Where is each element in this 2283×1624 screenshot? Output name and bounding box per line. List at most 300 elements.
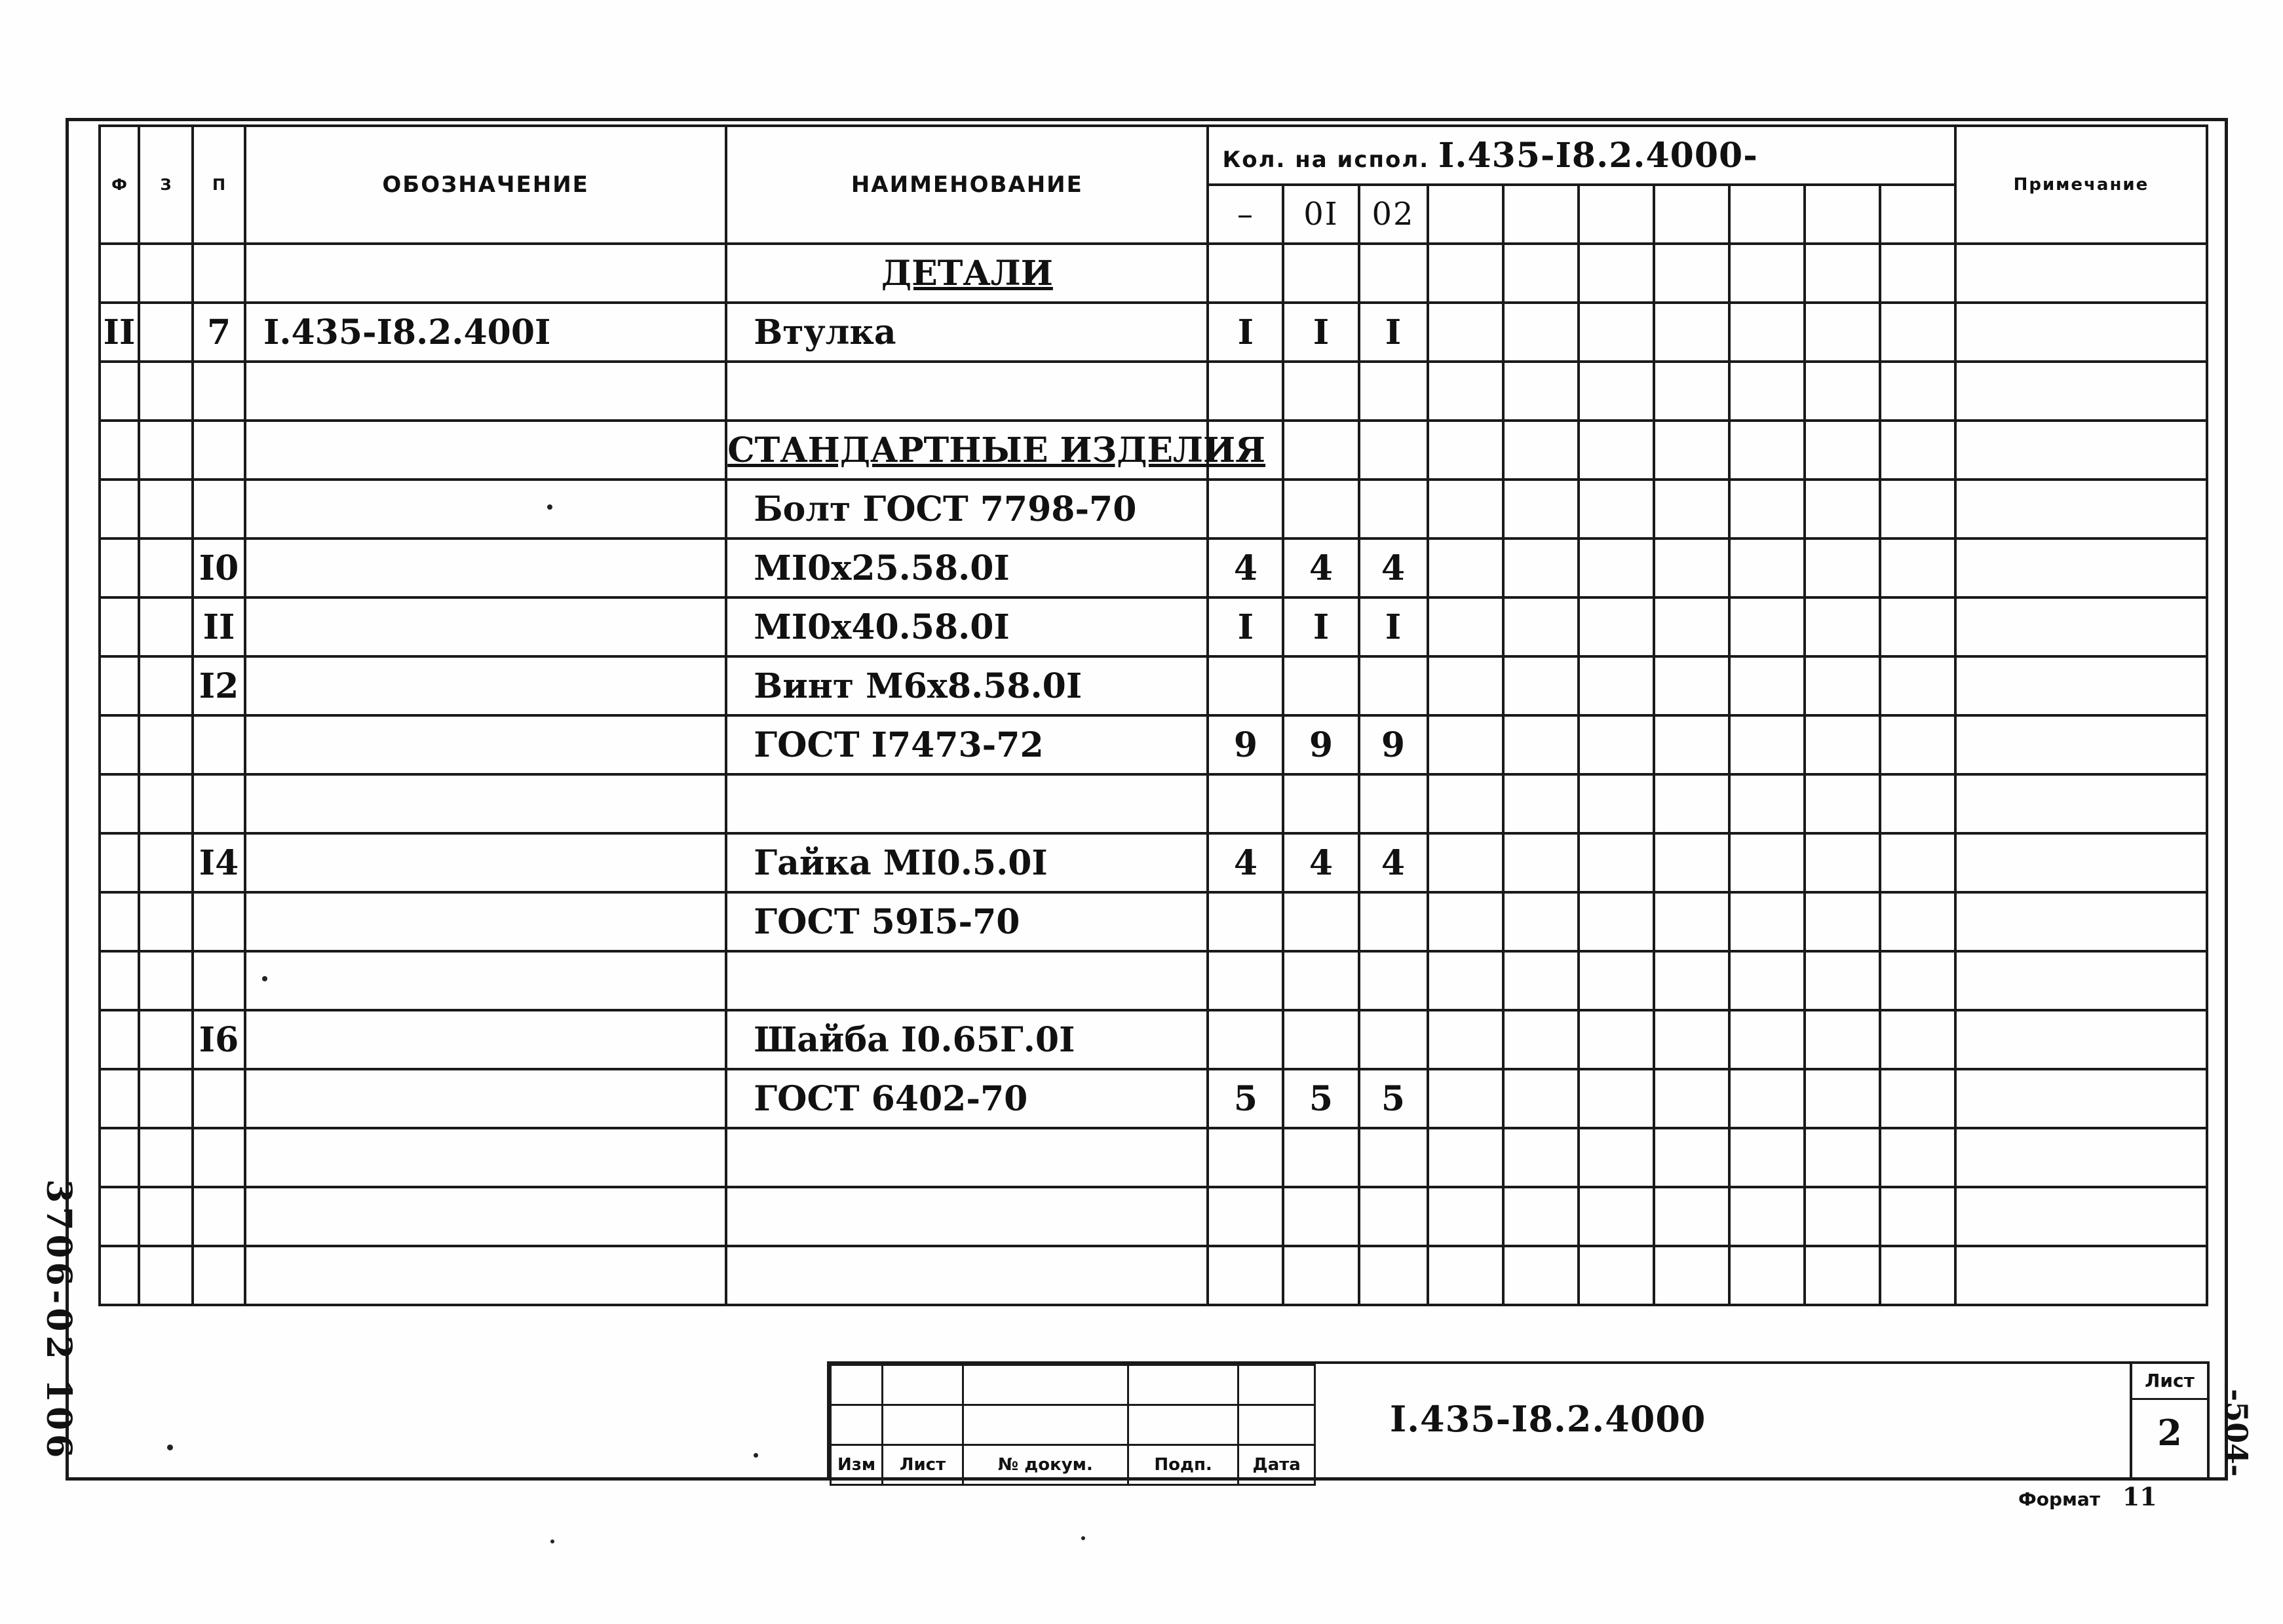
quantity-cell <box>1359 892 1428 951</box>
table-row <box>100 538 2207 597</box>
format-cell <box>100 951 139 1010</box>
quantity-cell <box>1428 362 1503 421</box>
format-cell: II <box>100 303 139 362</box>
quantity-cell <box>1503 715 1579 774</box>
note-cell <box>1955 774 2207 833</box>
quantity-cell <box>1880 244 1955 303</box>
name-cell: Болт ГОСТ 7798-70 <box>726 480 1208 538</box>
quantity-cell <box>1654 1128 1729 1187</box>
designation-cell <box>245 538 726 597</box>
zone-cell <box>139 833 193 892</box>
note-cell <box>1955 1187 2207 1246</box>
quantity-cell <box>1805 833 1880 892</box>
quantity-cell <box>1503 1069 1579 1128</box>
position-cell: I2 <box>193 656 245 715</box>
designation-cell <box>245 597 726 656</box>
document-number: I.435-I8.2.4000 <box>1390 1398 1706 1440</box>
label-sign: Подп. <box>1128 1445 1238 1485</box>
quantity-cell <box>1654 362 1729 421</box>
revision-cell <box>1128 1365 1238 1405</box>
quantity-cell <box>1579 1128 1654 1187</box>
quantity-cell <box>1503 303 1579 362</box>
quantity-cell <box>1805 892 1880 951</box>
quantity-cell <box>1729 421 1805 480</box>
quantity-cell <box>1428 538 1503 597</box>
quantity-cell <box>1359 362 1428 421</box>
quantity-cell <box>1428 951 1503 1010</box>
format-cell <box>100 715 139 774</box>
position-cell: I0 <box>193 538 245 597</box>
quantity-cell <box>1805 951 1880 1010</box>
quantity-cell <box>1283 421 1358 480</box>
quantity-cell <box>1503 892 1579 951</box>
quantity-cell <box>1654 892 1729 951</box>
zone-cell <box>139 1069 193 1128</box>
quantity-cell <box>1208 1010 1283 1069</box>
table-row <box>100 1128 2207 1187</box>
quantity-cell <box>1729 303 1805 362</box>
designation-cell <box>245 951 726 1010</box>
quantity-cell: 5 <box>1359 1069 1428 1128</box>
header-quantity <box>1208 126 1955 185</box>
quantity-cell: 4 <box>1208 833 1283 892</box>
quantity-cell <box>1503 244 1579 303</box>
revision-cell <box>883 1365 963 1405</box>
position-cell <box>193 892 245 951</box>
quantity-cell <box>1579 892 1654 951</box>
position-cell <box>193 1069 245 1128</box>
position-cell <box>193 715 245 774</box>
quantity-cell <box>1805 421 1880 480</box>
quantity-cell: 5 <box>1208 1069 1283 1128</box>
designation-cell <box>245 480 726 538</box>
quantity-cell <box>1805 715 1880 774</box>
quantity-cell <box>1654 538 1729 597</box>
scan-speck <box>167 1445 173 1450</box>
note-cell <box>1955 1246 2207 1305</box>
quantity-cell <box>1579 715 1654 774</box>
designation-cell: I.435-I8.2.400I <box>245 303 726 362</box>
quantity-cell: 9 <box>1283 715 1358 774</box>
quantity-cell <box>1880 1128 1955 1187</box>
table-row <box>100 656 2207 715</box>
format-cell <box>100 892 139 951</box>
quantity-cell <box>1579 538 1654 597</box>
quantity-cell <box>1805 1069 1880 1128</box>
quantity-cell <box>1428 833 1503 892</box>
scan-speck <box>1081 1536 1085 1540</box>
name-cell: ГОСТ 6402-70 <box>726 1069 1208 1128</box>
quantity-cell <box>1579 1187 1654 1246</box>
quantity-cell <box>1359 480 1428 538</box>
quantity-cell <box>1729 656 1805 715</box>
quantity-cell <box>1428 244 1503 303</box>
position-cell: I6 <box>193 1010 245 1069</box>
quantity-cell <box>1880 421 1955 480</box>
quantity-cell <box>1283 362 1358 421</box>
quantity-cell <box>1579 244 1654 303</box>
quantity-cell <box>1805 538 1880 597</box>
format-note <box>2018 1482 2157 1511</box>
table-row <box>100 774 2207 833</box>
name-cell: Втулка <box>726 303 1208 362</box>
quantity-cell <box>1503 480 1579 538</box>
designation-cell <box>245 833 726 892</box>
note-cell <box>1955 656 2207 715</box>
quantity-cell <box>1283 774 1358 833</box>
format-cell <box>100 656 139 715</box>
quantity-cell <box>1503 597 1579 656</box>
scan-speck <box>547 504 552 510</box>
quantity-cell <box>1579 1246 1654 1305</box>
label-date: Дата <box>1238 1445 1315 1485</box>
format-cell <box>100 1128 139 1187</box>
designation-cell <box>245 1128 726 1187</box>
quantity-cell <box>1428 421 1503 480</box>
quantity-cell <box>1579 833 1654 892</box>
quantity-cell <box>1428 715 1503 774</box>
quantity-cell <box>1805 1128 1880 1187</box>
quantity-cell <box>1359 951 1428 1010</box>
sheet-label: Лист <box>2132 1364 2207 1400</box>
quantity-cell <box>1654 1010 1729 1069</box>
name-cell: Шайба I0.65Г.0I <box>726 1010 1208 1069</box>
name-cell: MI0x40.58.0I <box>726 597 1208 656</box>
quantity-cell <box>1428 1187 1503 1246</box>
quantity-cell <box>1359 1010 1428 1069</box>
margin-note-left: 3706-02 106 <box>39 1179 79 1462</box>
quantity-cell <box>1654 656 1729 715</box>
revision-cell <box>1238 1405 1315 1445</box>
quantity-cell <box>1283 951 1358 1010</box>
quantity-cell <box>1729 244 1805 303</box>
quantity-cell <box>1880 951 1955 1010</box>
zone-cell <box>139 1246 193 1305</box>
quantity-cell <box>1729 1187 1805 1246</box>
table-row <box>100 421 2207 480</box>
quantity-cell <box>1729 1069 1805 1128</box>
format-cell <box>100 833 139 892</box>
position-cell <box>193 1128 245 1187</box>
quantity-cell <box>1208 1246 1283 1305</box>
table-row <box>100 1010 2207 1069</box>
scan-speck <box>550 1539 554 1543</box>
designation-cell <box>245 1010 726 1069</box>
note-cell <box>1955 538 2207 597</box>
position-cell: I4 <box>193 833 245 892</box>
format-cell <box>100 362 139 421</box>
note-cell <box>1955 597 2207 656</box>
quantity-cell <box>1654 303 1729 362</box>
quantity-cell <box>1805 1187 1880 1246</box>
quantity-cell <box>1729 1128 1805 1187</box>
header-format: Ф <box>100 126 139 244</box>
position-cell <box>193 244 245 303</box>
zone-cell <box>139 715 193 774</box>
zone-cell <box>139 244 193 303</box>
quantity-cell <box>1880 656 1955 715</box>
quantity-cell <box>1880 597 1955 656</box>
format-cell <box>100 480 139 538</box>
quantity-cell <box>1805 774 1880 833</box>
quantity-cell <box>1654 951 1729 1010</box>
designation-cell <box>245 715 726 774</box>
table-row <box>100 892 2207 951</box>
revision-cell <box>831 1405 883 1445</box>
format-cell <box>100 774 139 833</box>
zone-cell <box>139 480 193 538</box>
quantity-cell <box>1208 244 1283 303</box>
designation-cell <box>245 244 726 303</box>
quantity-cell <box>1654 774 1729 833</box>
quantity-cell <box>1208 480 1283 538</box>
label-list: Лист <box>883 1445 963 1485</box>
note-cell <box>1955 1128 2207 1187</box>
name-cell: Винт М6х8.58.0I <box>726 656 1208 715</box>
note-cell <box>1955 421 2207 480</box>
quantity-cell <box>1503 833 1579 892</box>
position-cell <box>193 774 245 833</box>
quantity-cell <box>1359 244 1428 303</box>
quantity-cell <box>1654 1246 1729 1305</box>
quantity-cell <box>1579 656 1654 715</box>
quantity-cell <box>1503 951 1579 1010</box>
format-value: 11 <box>2122 1482 2157 1511</box>
note-cell <box>1955 362 2207 421</box>
quantity-cell <box>1805 1010 1880 1069</box>
position-cell: 7 <box>193 303 245 362</box>
zone-cell <box>139 656 193 715</box>
position-cell <box>193 480 245 538</box>
quantity-document: I.435-I8.2.4000- <box>1438 135 1758 176</box>
quantity-cell <box>1283 656 1358 715</box>
quantity-cell <box>1283 892 1358 951</box>
quantity-cell: I <box>1283 597 1358 656</box>
format-cell <box>100 244 139 303</box>
quantity-cell <box>1729 597 1805 656</box>
table-row <box>100 244 2207 303</box>
table-row <box>100 303 2207 362</box>
quantity-cell <box>1654 597 1729 656</box>
note-cell <box>1955 244 2207 303</box>
quantity-cell <box>1428 1128 1503 1187</box>
quantity-cell <box>1880 1069 1955 1128</box>
table-row <box>100 362 2207 421</box>
quantity-cell <box>1283 480 1358 538</box>
scan-speck <box>262 976 267 981</box>
revision-cell <box>883 1405 963 1445</box>
zone-cell <box>139 303 193 362</box>
quantity-cell: 4 <box>1359 538 1428 597</box>
margin-note-right: -504- <box>2219 1389 2254 1477</box>
format-cell <box>100 1187 139 1246</box>
designation-cell <box>245 1069 726 1128</box>
table-row <box>100 1069 2207 1128</box>
quantity-cell <box>1283 1128 1358 1187</box>
quantity-column-header <box>1880 185 1955 244</box>
quantity-cell <box>1428 480 1503 538</box>
quantity-cell: 5 <box>1283 1069 1358 1128</box>
name-cell <box>726 362 1208 421</box>
quantity-cell <box>1654 715 1729 774</box>
quantity-column-header <box>1805 185 1880 244</box>
label-doc-no: № докум. <box>963 1445 1128 1485</box>
name-cell <box>726 951 1208 1010</box>
designation-cell <box>245 656 726 715</box>
quantity-cell <box>1359 1128 1428 1187</box>
note-cell <box>1955 715 2207 774</box>
position-cell <box>193 1246 245 1305</box>
revision-cell <box>963 1365 1128 1405</box>
header-designation: ОБОЗНАЧЕНИЕ <box>245 126 726 244</box>
quantity-cell <box>1579 774 1654 833</box>
quantity-cell <box>1654 244 1729 303</box>
sheet-number: 2 <box>2157 1412 2182 1454</box>
quantity-cell <box>1503 1128 1579 1187</box>
quantity-cell: I <box>1359 303 1428 362</box>
quantity-cell <box>1359 774 1428 833</box>
quantity-cell <box>1729 480 1805 538</box>
quantity-cell <box>1428 597 1503 656</box>
note-cell <box>1955 1010 2207 1069</box>
quantity-cell <box>1880 774 1955 833</box>
quantity-cell <box>1428 656 1503 715</box>
quantity-cell <box>1880 480 1955 538</box>
label-izm: Изм <box>831 1445 883 1485</box>
quantity-cell <box>1503 362 1579 421</box>
quantity-cell <box>1654 1187 1729 1246</box>
quantity-cell <box>1880 303 1955 362</box>
table-row <box>100 1246 2207 1305</box>
header-zone: З <box>139 126 193 244</box>
quantity-cell <box>1428 303 1503 362</box>
designation-cell <box>245 774 726 833</box>
quantity-cell <box>1880 715 1955 774</box>
quantity-cell <box>1805 656 1880 715</box>
quantity-cell <box>1359 1246 1428 1305</box>
revision-cell <box>1128 1405 1238 1445</box>
revision-cell <box>831 1365 883 1405</box>
name-cell <box>726 1246 1208 1305</box>
quantity-cell <box>1283 1010 1358 1069</box>
quantity-column-header: – <box>1208 185 1283 244</box>
quantity-cell <box>1428 774 1503 833</box>
quantity-cell <box>1579 1010 1654 1069</box>
zone-cell <box>139 597 193 656</box>
quantity-cell <box>1654 421 1729 480</box>
quantity-cell: I <box>1208 597 1283 656</box>
quantity-cell <box>1503 656 1579 715</box>
quantity-cell <box>1579 421 1654 480</box>
quantity-cell <box>1729 1010 1805 1069</box>
quantity-cell <box>1359 656 1428 715</box>
position-cell <box>193 1187 245 1246</box>
zone-cell <box>139 774 193 833</box>
zone-cell <box>139 1128 193 1187</box>
specification-table <box>98 124 2208 1306</box>
quantity-column-header: 0I <box>1283 185 1358 244</box>
quantity-cell <box>1283 1246 1358 1305</box>
format-cell <box>100 538 139 597</box>
position-cell <box>193 421 245 480</box>
quantity-cell <box>1208 656 1283 715</box>
quantity-cell <box>1880 892 1955 951</box>
revision-cell <box>963 1405 1128 1445</box>
quantity-cell: 9 <box>1359 715 1428 774</box>
name-cell: MI0x25.58.0I <box>726 538 1208 597</box>
quantity-cell <box>1729 715 1805 774</box>
quantity-cell <box>1503 774 1579 833</box>
format-label: Формат <box>2018 1488 2101 1510</box>
quantity-cell <box>1208 1187 1283 1246</box>
section-heading: СТАНДАРТНЫЕ ИЗДЕЛИЯ <box>726 421 1208 480</box>
format-cell <box>100 421 139 480</box>
name-cell <box>726 1187 1208 1246</box>
quantity-cell <box>1283 244 1358 303</box>
format-cell <box>100 1246 139 1305</box>
position-cell: II <box>193 597 245 656</box>
quantity-cell <box>1208 362 1283 421</box>
quantity-cell: 4 <box>1359 833 1428 892</box>
quantity-cell <box>1654 480 1729 538</box>
header-position: П <box>193 126 245 244</box>
quantity-cell <box>1654 833 1729 892</box>
name-cell: ГОСТ I7473-72 <box>726 715 1208 774</box>
quantity-cell <box>1880 362 1955 421</box>
quantity-cell <box>1579 1069 1654 1128</box>
quantity-cell <box>1805 480 1880 538</box>
note-cell <box>1955 833 2207 892</box>
quantity-cell: I <box>1283 303 1358 362</box>
quantity-cell <box>1729 833 1805 892</box>
zone-cell <box>139 1187 193 1246</box>
quantity-cell <box>1359 421 1428 480</box>
quantity-cell <box>1729 1246 1805 1305</box>
sheet-box <box>2130 1364 2207 1478</box>
note-cell <box>1955 480 2207 538</box>
note-cell <box>1955 892 2207 951</box>
zone-cell <box>139 951 193 1010</box>
quantity-cell <box>1579 597 1654 656</box>
position-cell <box>193 951 245 1010</box>
header-name: НАИМЕНОВАНИЕ <box>726 126 1208 244</box>
quantity-cell <box>1208 892 1283 951</box>
position-cell <box>193 362 245 421</box>
quantity-cell <box>1880 538 1955 597</box>
note-cell <box>1955 1069 2207 1128</box>
table-row <box>100 1187 2207 1246</box>
note-cell <box>1955 303 2207 362</box>
table-row <box>100 597 2207 656</box>
quantity-cell <box>1805 597 1880 656</box>
format-cell <box>100 1069 139 1128</box>
quantity-cell <box>1880 1010 1955 1069</box>
table-row <box>100 951 2207 1010</box>
quantity-cell <box>1428 1069 1503 1128</box>
section-heading: ДЕТАЛИ <box>726 244 1208 303</box>
table-row <box>100 715 2207 774</box>
quantity-cell <box>1805 362 1880 421</box>
name-cell <box>726 774 1208 833</box>
quantity-cell <box>1729 774 1805 833</box>
quantity-cell <box>1428 892 1503 951</box>
quantity-cell <box>1805 303 1880 362</box>
zone-cell <box>139 538 193 597</box>
quantity-cell <box>1729 362 1805 421</box>
table-row <box>100 833 2207 892</box>
quantity-column-header <box>1579 185 1654 244</box>
quantity-cell <box>1880 833 1955 892</box>
